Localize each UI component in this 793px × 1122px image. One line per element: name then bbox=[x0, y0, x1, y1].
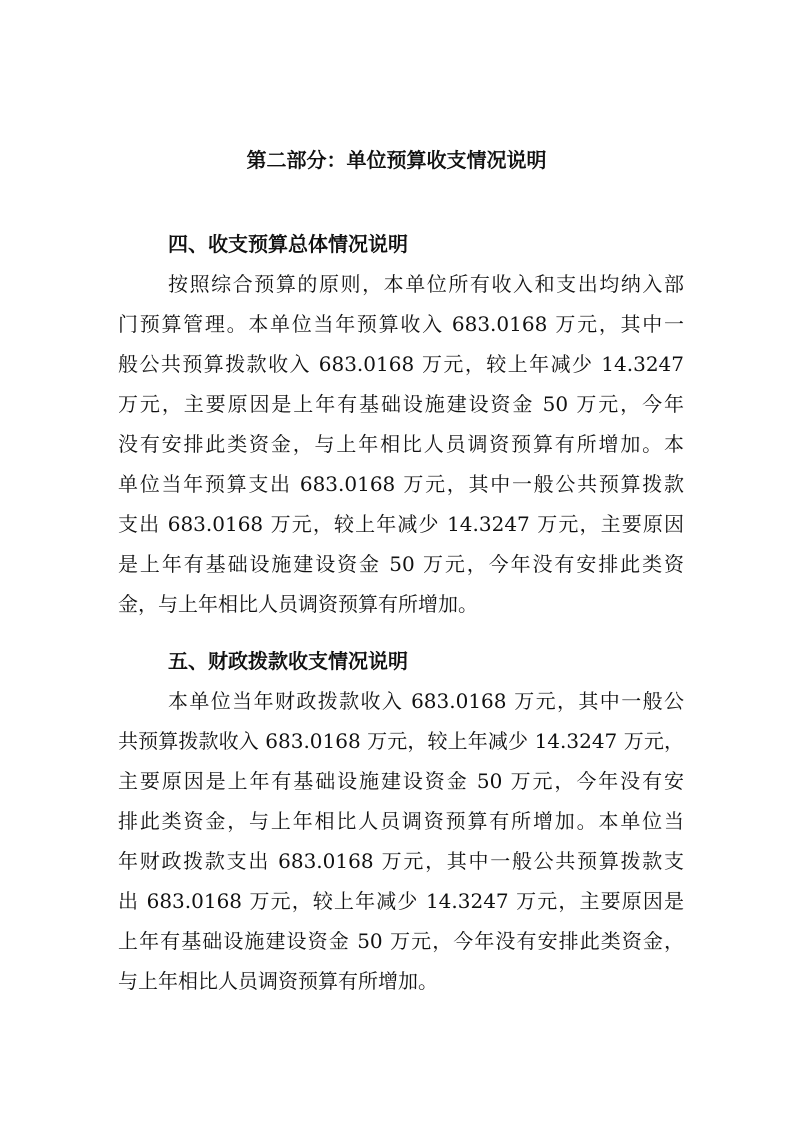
section-heading-5: 五、财政拨款收支情况说明 bbox=[168, 649, 408, 673]
section-5-paragraph bbox=[118, 681, 684, 1001]
part-title: 第二部分：单位预算收支情况说明 bbox=[246, 148, 547, 172]
paragraph-line: 单位当年预算支出 683.0168 万元，其中一般公共预算拨款 bbox=[118, 472, 684, 496]
paragraph-line: 本单位当年财政拨款收入 683.0168 万元，其中一般公 bbox=[168, 689, 684, 713]
paragraph-line: 金，与上年相比人员调资预算有所增加。 bbox=[118, 592, 478, 616]
paragraph-line: 出 683.0168 万元，较上年减少 14.3247 万元，主要原因是 bbox=[118, 889, 684, 913]
paragraph-line: 年财政拨款支出 683.0168 万元，其中一般公共预算拨款支 bbox=[118, 849, 684, 873]
section-heading-4: 四、收支预算总体情况说明 bbox=[168, 232, 408, 256]
paragraph-line: 万元，主要原因是上年有基础设施建设资金 50 万元，今年 bbox=[118, 392, 684, 416]
paragraph-line: 主要原因是上年有基础设施建设资金 50 万元，今年没有安 bbox=[118, 769, 684, 793]
paragraph-line: 门预算管理。本单位当年预算收入 683.0168 万元，其中一 bbox=[118, 312, 684, 336]
section-4-paragraph bbox=[118, 264, 684, 624]
paragraph-line: 与上年相比人员调资预算有所增加。 bbox=[118, 969, 438, 993]
paragraph-line: 上年有基础设施建设资金 50 万元，今年没有安排此类资金， bbox=[118, 929, 684, 953]
paragraph-line: 支出 683.0168 万元，较上年减少 14.3247 万元，主要原因 bbox=[118, 512, 684, 536]
paragraph-line: 没有安排此类资金，与上年相比人员调资预算有所增加。本 bbox=[118, 432, 684, 456]
paragraph-line: 排此类资金，与上年相比人员调资预算有所增加。本单位当 bbox=[118, 809, 684, 833]
paragraph-line: 共预算拨款收入 683.0168 万元，较上年减少 14.3247 万元， bbox=[118, 729, 684, 753]
paragraph-line: 是上年有基础设施建设资金 50 万元，今年没有安排此类资 bbox=[118, 552, 684, 576]
paragraph-line: 般公共预算拨款收入 683.0168 万元，较上年减少 14.3247 bbox=[118, 352, 684, 376]
paragraph-line: 按照综合预算的原则，本单位所有收入和支出均纳入部 bbox=[168, 272, 684, 296]
